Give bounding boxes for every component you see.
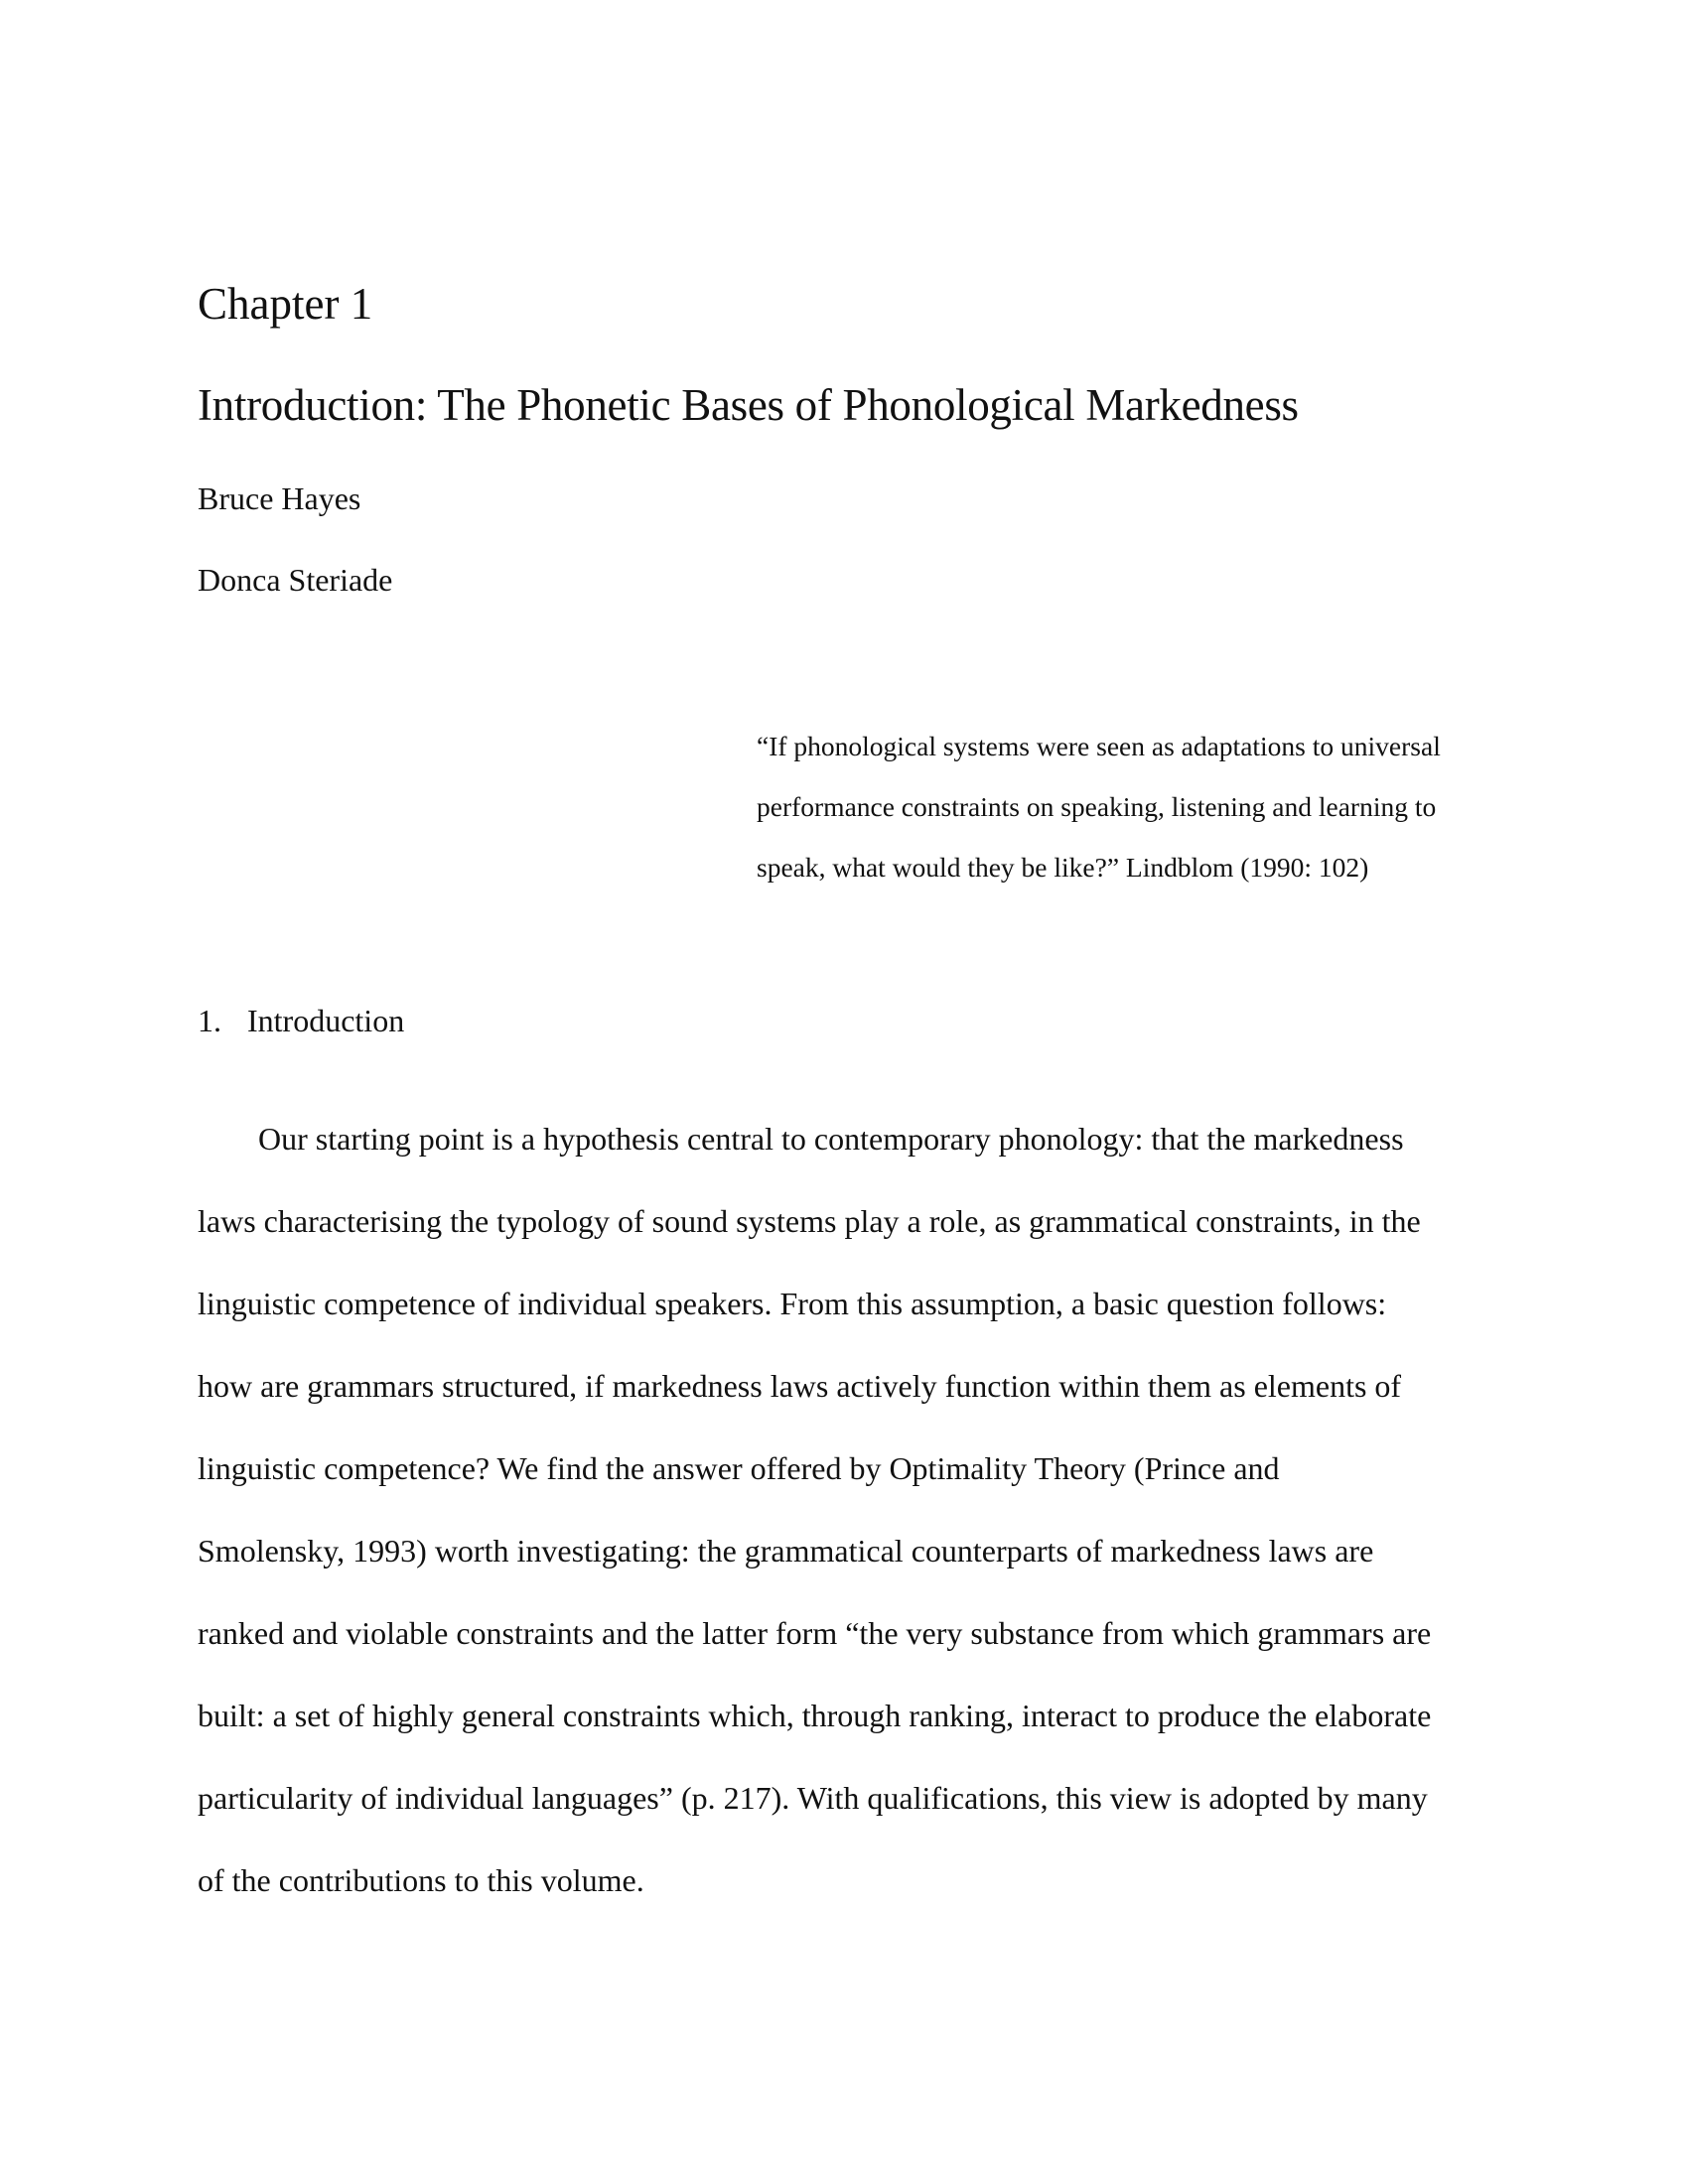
chapter-title: Introduction: The Phonetic Bases of Phonological Markedness <box>198 380 1299 430</box>
paragraph-line: particularity of individual languages” (p. 217). With qualifications, this view is adopted by many <box>198 1780 1428 1816</box>
author-name: Donca Steriade <box>198 562 393 598</box>
paragraph-line: how are grammars structured, if markedness laws actively function within them as elements of <box>198 1368 1402 1404</box>
section-heading <box>198 999 404 1042</box>
epigraph-line: speak, what would they be like?” Lindblom (1990: 102) <box>757 852 1369 883</box>
paragraph-line: of the contributions to this volume. <box>198 1862 644 1898</box>
paragraph-line: built: a set of highly general constraints which, through ranking, interact to produce the elaborate <box>198 1698 1432 1733</box>
epigraph-line: “If phonological systems were seen as adaptations to universal <box>757 731 1441 761</box>
paragraph-line: laws characterising the typology of sound systems play a role, as grammatical constraints, in the <box>198 1203 1421 1239</box>
paragraph-line: Smolensky, 1993) worth investigating: the grammatical counterparts of markedness laws are <box>198 1533 1374 1569</box>
paragraph-line: ranked and violable constraints and the latter form “the very substance from which grammars are <box>198 1615 1432 1651</box>
chapter-label: Chapter 1 <box>198 279 373 329</box>
paragraph-line: linguistic competence? We find the answer offered by Optimality Theory (Prince and <box>198 1450 1280 1486</box>
section-title: Introduction <box>247 1003 405 1038</box>
body-paragraph <box>198 1098 1488 1922</box>
author-name: Bruce Hayes <box>198 480 361 516</box>
paragraph-line: Our starting point is a hypothesis central to contemporary phonology: that the markedness <box>258 1121 1404 1157</box>
paragraph-line: linguistic competence of individual speakers. From this assumption, a basic question follows: <box>198 1286 1387 1321</box>
epigraph-quote <box>757 716 1511 897</box>
epigraph-line: performance constraints on speaking, listening and learning to <box>757 791 1437 822</box>
section-number: 1. <box>198 1003 221 1038</box>
